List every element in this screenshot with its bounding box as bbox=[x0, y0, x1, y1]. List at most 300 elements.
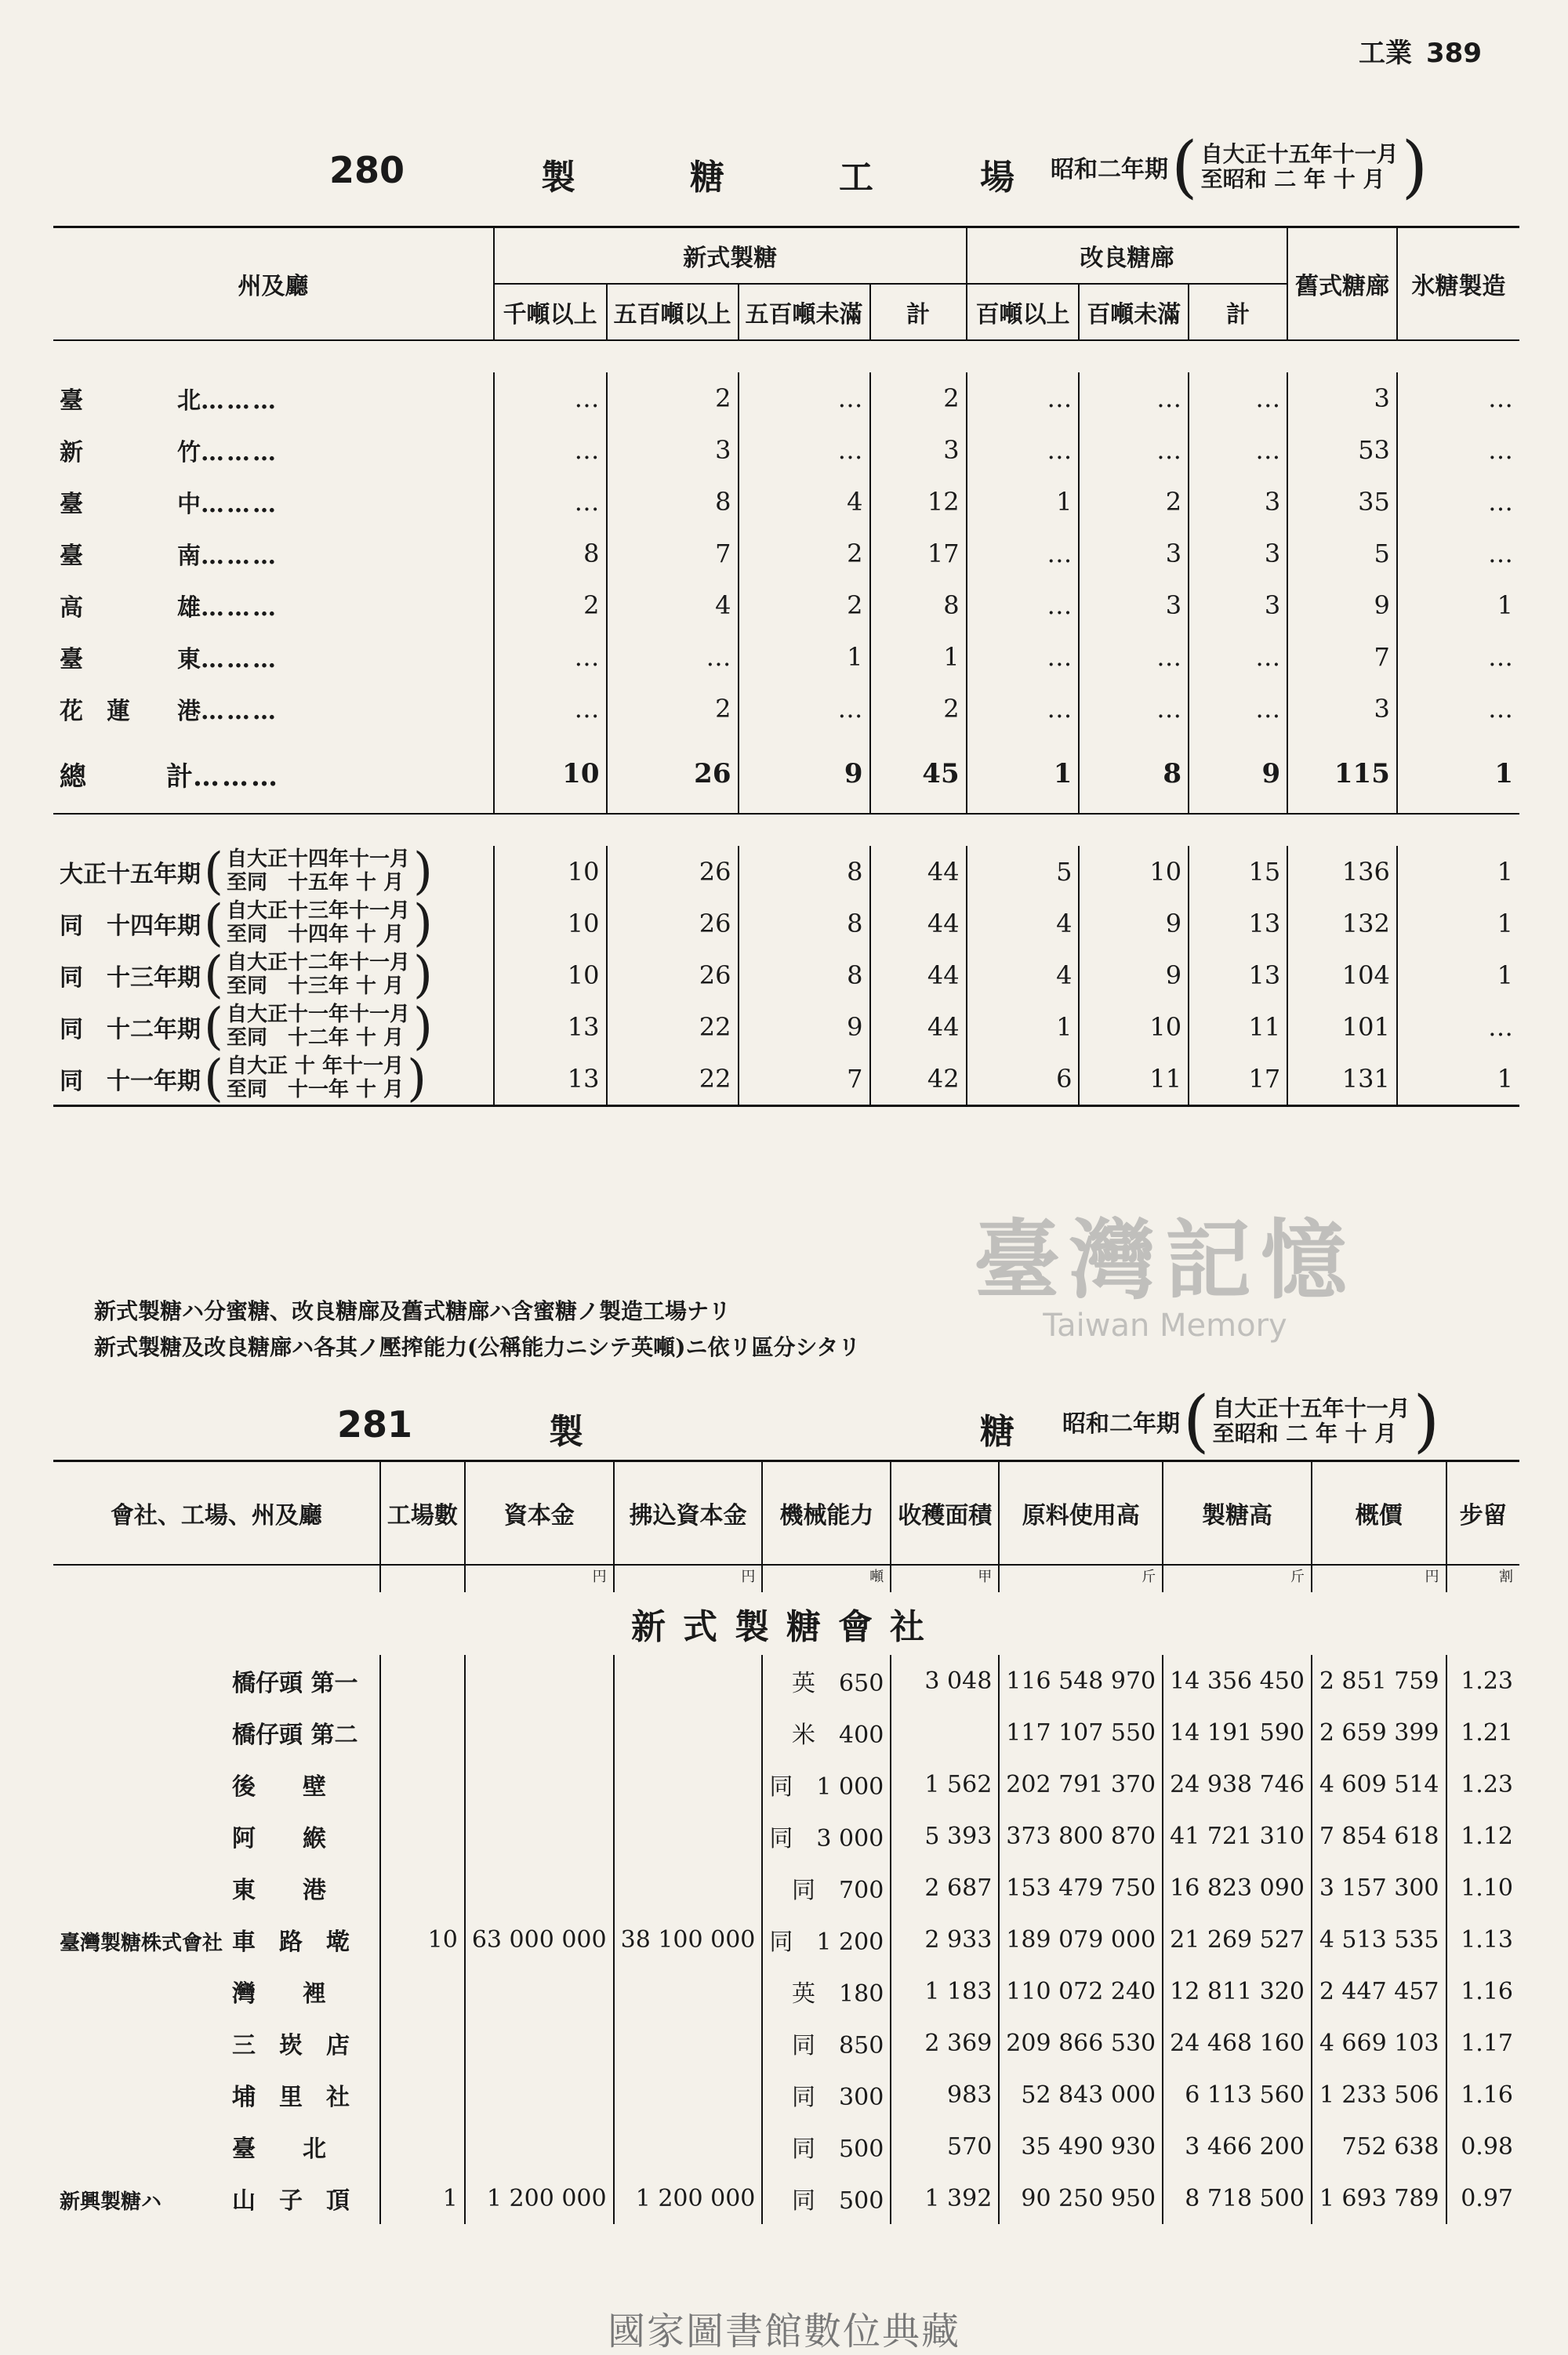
cell-raw: 90 250 950 bbox=[999, 2172, 1163, 2224]
bracket: ) bbox=[412, 946, 433, 1004]
spacer bbox=[53, 340, 1519, 372]
cell-yield: 0.97 bbox=[1446, 2172, 1520, 2224]
period-range bbox=[227, 848, 410, 895]
table-cell: 101 bbox=[1287, 1001, 1397, 1053]
capital bbox=[465, 2069, 614, 2121]
factory-cell bbox=[53, 1810, 380, 1862]
table-cell: … bbox=[494, 372, 607, 424]
row-label bbox=[53, 579, 494, 631]
watermark-cn: 臺灣記憶 bbox=[974, 1210, 1356, 1311]
table-cell: 7 bbox=[1287, 631, 1397, 683]
cell-sugar: 6 113 560 bbox=[1163, 2069, 1312, 2121]
table-row bbox=[53, 476, 1519, 528]
table-281-title bbox=[0, 1380, 1568, 1466]
factory-cell bbox=[53, 1965, 380, 2017]
table-cell: 136 bbox=[1287, 846, 1397, 898]
period-label: 昭和二年期 bbox=[1051, 156, 1168, 183]
period-to: 至同 十一年 十 月 bbox=[226, 1078, 405, 1101]
capital bbox=[465, 1810, 614, 1862]
unit-label: 甲 bbox=[891, 1565, 999, 1592]
table-cell: … bbox=[1189, 372, 1287, 424]
region-name: 臺 南 bbox=[60, 542, 201, 570]
table-cell: … bbox=[967, 579, 1080, 631]
bracket: ( bbox=[204, 843, 223, 901]
table-cell: 9 bbox=[1079, 898, 1189, 949]
paid-capital bbox=[614, 2069, 763, 2121]
table-cell: 4 bbox=[967, 898, 1080, 949]
table-cell: 3 bbox=[870, 424, 967, 476]
col-imp-total: 計 bbox=[1189, 284, 1287, 340]
table-cell: 2 bbox=[739, 579, 870, 631]
cell-cap: 同 1 000 bbox=[762, 1758, 891, 1810]
factory-cell bbox=[53, 1862, 380, 1914]
cell-yield: 1.16 bbox=[1446, 1965, 1520, 2017]
table-cell: 1 bbox=[1397, 1053, 1519, 1106]
cell-raw: 189 079 000 bbox=[999, 1914, 1163, 1965]
table-row bbox=[53, 846, 1519, 898]
table-cell: 44 bbox=[870, 949, 967, 1001]
leader-dots: ……… bbox=[201, 542, 278, 570]
cell-price: 2 851 759 bbox=[1312, 1655, 1446, 1707]
leader-dots: ……… bbox=[201, 491, 278, 518]
table-row bbox=[53, 1758, 1519, 1810]
spacer-row bbox=[53, 814, 1519, 846]
table-cell: … bbox=[1397, 1001, 1519, 1053]
company-name: 臺灣製糖株式會社 bbox=[60, 1932, 223, 1955]
history-period bbox=[60, 946, 436, 1004]
paid-capital bbox=[614, 2017, 763, 2069]
cell-raw: 153 479 750 bbox=[999, 1862, 1163, 1914]
history-period bbox=[60, 998, 436, 1056]
table-cell: 10 bbox=[494, 898, 607, 949]
unit-label: 円 bbox=[1312, 1565, 1446, 1592]
row-label bbox=[53, 631, 494, 683]
cell-raw: 35 490 930 bbox=[999, 2121, 1163, 2172]
section-name: 工業 bbox=[1359, 38, 1413, 69]
table-cell: 1 bbox=[1397, 898, 1519, 949]
table-cell: … bbox=[494, 424, 607, 476]
factory-name: 三 崁 店 bbox=[232, 2032, 350, 2059]
cell-yield: 1.23 bbox=[1446, 1758, 1520, 1810]
table-row bbox=[53, 683, 1519, 735]
cell-area: 1 562 bbox=[891, 1758, 999, 1810]
cell-area: 1 183 bbox=[891, 1965, 999, 2017]
factory-cell bbox=[53, 2172, 380, 2224]
table-cell: 13 bbox=[494, 1053, 607, 1106]
table-cell: 3 bbox=[1287, 683, 1397, 735]
cell-cap: 米 400 bbox=[762, 1707, 891, 1758]
table-cell: … bbox=[1397, 631, 1519, 683]
col-new-total: 計 bbox=[870, 284, 967, 340]
table-cell: 132 bbox=[1287, 898, 1397, 949]
cell-factories: 1 bbox=[380, 2172, 465, 2224]
table-period: 昭和二年期 ( 自大正十五年十一月 至昭和 二 年 十 月 ) bbox=[1062, 1382, 1440, 1461]
group-new-sugar: 新式製糖 bbox=[494, 227, 967, 285]
table-cell: 131 bbox=[1287, 1053, 1397, 1106]
table-cell: 10 bbox=[1079, 1001, 1189, 1053]
table-cell: 8 bbox=[607, 476, 739, 528]
table-cell: 3 bbox=[1189, 528, 1287, 579]
period-to: 至昭和 二 年 十 月 bbox=[1212, 1421, 1397, 1446]
cell-yield: 1.16 bbox=[1446, 2069, 1520, 2121]
table-cell: 8 bbox=[739, 949, 870, 1001]
col-header: 步留 bbox=[1446, 1461, 1520, 1566]
table-cell: 15 bbox=[1189, 846, 1287, 898]
table-cell: 13 bbox=[1189, 949, 1287, 1001]
cell-price: 7 854 618 bbox=[1312, 1810, 1446, 1862]
table-cell: 2 bbox=[870, 683, 967, 735]
table-cell: 1 bbox=[1397, 735, 1519, 814]
period-range bbox=[227, 1003, 410, 1050]
table-cell: 1 bbox=[967, 1001, 1080, 1053]
cell-area: 570 bbox=[891, 2121, 999, 2172]
cell-sugar: 14 356 450 bbox=[1163, 1655, 1312, 1707]
cell-sugar: 24 938 746 bbox=[1163, 1758, 1312, 1810]
cell-cap: 同 700 bbox=[762, 1862, 891, 1914]
table-row bbox=[53, 424, 1519, 476]
cell-sugar: 3 466 200 bbox=[1163, 2121, 1312, 2172]
cell-cap: 同 850 bbox=[762, 2017, 891, 2069]
paid-capital bbox=[614, 1655, 763, 1707]
section-row bbox=[53, 1592, 1519, 1655]
table-cell: 10 bbox=[1079, 846, 1189, 898]
table-cell: 13 bbox=[1189, 898, 1287, 949]
table-period: 昭和二年期 ( 自大正十五年十一月 至昭和 二 年 十 月 ) bbox=[1051, 128, 1428, 206]
capital bbox=[465, 1965, 614, 2017]
region-name: 新 竹 bbox=[60, 439, 201, 466]
factory-count bbox=[380, 2121, 465, 2172]
factory-name: 阿 緱 bbox=[232, 1825, 326, 1852]
table-row bbox=[53, 735, 1519, 814]
unit-label: 円 bbox=[465, 1565, 614, 1592]
factory-count: 10 bbox=[380, 1914, 465, 1965]
period-name: 同 十二年期 bbox=[60, 1016, 201, 1043]
table-row bbox=[53, 1001, 1519, 1053]
table-cell: … bbox=[1079, 683, 1189, 735]
col-header: 原料使用高 bbox=[999, 1461, 1163, 1566]
factory-cell bbox=[53, 1758, 380, 1810]
table-cell: 2 bbox=[870, 372, 967, 424]
section-caption: 新式製糖會社 bbox=[631, 1607, 942, 1647]
table-cell: … bbox=[1079, 631, 1189, 683]
factory-name: 車 路 墘 bbox=[232, 1929, 350, 1956]
factory-cell bbox=[53, 1707, 380, 1758]
spacer-row bbox=[53, 340, 1519, 372]
table-cell: 9 bbox=[739, 1001, 870, 1053]
table-row bbox=[53, 898, 1519, 949]
table-cell: 2 bbox=[739, 528, 870, 579]
units-row bbox=[53, 1565, 1519, 1592]
cell-cap: 同 1 200 bbox=[762, 1914, 891, 1965]
cell-cap: 同 3 000 bbox=[762, 1810, 891, 1862]
capital: 63 000 000 bbox=[465, 1914, 614, 1965]
cell-yield: 1.12 bbox=[1446, 1810, 1520, 1862]
paid-capital bbox=[614, 1965, 763, 2017]
cell-price: 4 513 535 bbox=[1312, 1914, 1446, 1965]
unit-label: 円 bbox=[614, 1565, 763, 1592]
table-row bbox=[53, 1862, 1519, 1914]
paid-capital bbox=[614, 1862, 763, 1914]
cell-area: 1 392 bbox=[891, 2172, 999, 2224]
spacer bbox=[53, 814, 1519, 846]
note-line: 新式製糖及改良糖廍ハ各其ノ壓搾能力(公稱能力ニシテ英噸)ニ依リ區分シタリ bbox=[94, 1334, 861, 1360]
col-new-3: 五百噸未滿 bbox=[739, 284, 870, 340]
table-row bbox=[53, 631, 1519, 683]
table-cell: 3 bbox=[1287, 372, 1397, 424]
cell-price: 3 157 300 bbox=[1312, 1862, 1446, 1914]
table-cell: 7 bbox=[739, 1053, 870, 1106]
bracket: ) bbox=[412, 998, 433, 1056]
table-row bbox=[53, 949, 1519, 1001]
col-header: 收穫面積 bbox=[891, 1461, 999, 1566]
period-name: 大正十五年期 bbox=[60, 861, 201, 888]
period-to: 至同 十五年 十 月 bbox=[226, 871, 405, 894]
cell-price: 1 233 506 bbox=[1312, 2069, 1446, 2121]
page-header bbox=[1345, 31, 1482, 70]
factory-name: 山 子 頂 bbox=[232, 2187, 350, 2215]
cell-yield: 1.21 bbox=[1446, 1707, 1520, 1758]
row-label bbox=[53, 1050, 494, 1108]
table-cell: 10 bbox=[494, 949, 607, 1001]
sugar-factories-table bbox=[53, 226, 1519, 1107]
table-cell: … bbox=[1397, 683, 1519, 735]
table-cell: … bbox=[494, 631, 607, 683]
cell-cap: 同 500 bbox=[762, 2172, 891, 2224]
table-cell: 2 bbox=[607, 683, 739, 735]
cell-sugar: 21 269 527 bbox=[1163, 1914, 1312, 1965]
table-cell: … bbox=[494, 476, 607, 528]
leader-dots: ……… bbox=[201, 439, 278, 466]
bracket: ) bbox=[412, 894, 433, 953]
factory-name: 灣 裡 bbox=[232, 1980, 326, 2008]
table-cell: 3 bbox=[607, 424, 739, 476]
table-cell: 1 bbox=[1397, 579, 1519, 631]
table-cell: … bbox=[739, 683, 870, 735]
sugar-production-table bbox=[53, 1460, 1519, 2224]
col-header: 機械能力 bbox=[762, 1461, 891, 1566]
table-cell: 17 bbox=[870, 528, 967, 579]
factory-name: 後 壁 bbox=[232, 1773, 326, 1801]
row-label bbox=[53, 528, 494, 579]
table-cell: 1 bbox=[870, 631, 967, 683]
table-cell: … bbox=[739, 424, 870, 476]
cell-price: 752 638 bbox=[1312, 2121, 1446, 2172]
table-cell: … bbox=[1397, 372, 1519, 424]
table-cell: … bbox=[1189, 631, 1287, 683]
title-char: 糖 bbox=[980, 1412, 1014, 1452]
factory-cell bbox=[53, 2069, 380, 2121]
table-row bbox=[53, 2017, 1519, 2069]
table-cell: 5 bbox=[1287, 528, 1397, 579]
bracket: ( bbox=[204, 998, 223, 1056]
factory-cell bbox=[53, 2017, 380, 2069]
leader-dots: ……… bbox=[193, 760, 280, 793]
title-char: 場 bbox=[980, 158, 1014, 198]
period-from: 自大正十一年十一月 bbox=[226, 1003, 410, 1027]
footer-text: 國家圖書館數位典藏 bbox=[607, 2310, 960, 2353]
table-cell: 7 bbox=[607, 528, 739, 579]
cell-cap: 同 300 bbox=[762, 2069, 891, 2121]
col-imp-1: 百噸以上 bbox=[967, 284, 1080, 340]
cell-area: 983 bbox=[891, 2069, 999, 2121]
note-line: 新式製糖ハ分蜜糖、改良糖廍及舊式糖廍ハ含蜜糖ノ製造工場ナリ bbox=[94, 1298, 731, 1324]
capital bbox=[465, 1655, 614, 1707]
unit-label: 噸 bbox=[762, 1565, 891, 1592]
table-row bbox=[53, 1965, 1519, 2017]
period-to: 至同 十二年 十 月 bbox=[226, 1026, 405, 1050]
period-from: 自大正十五年十一月 bbox=[1212, 1395, 1410, 1421]
cell-yield: 1.23 bbox=[1446, 1655, 1520, 1707]
leader-dots: ……… bbox=[201, 387, 278, 415]
factory-count bbox=[380, 1655, 465, 1707]
company-name: 新興製糖ハ bbox=[60, 2190, 162, 2214]
row-label bbox=[53, 946, 494, 1004]
cell-raw: 209 866 530 bbox=[999, 2017, 1163, 2069]
history-period bbox=[60, 1050, 430, 1108]
cell-price: 4 669 103 bbox=[1312, 2017, 1446, 2069]
unit-label bbox=[53, 1565, 380, 1592]
cell-sugar: 8 718 500 bbox=[1163, 2172, 1312, 2224]
history-period bbox=[60, 894, 436, 953]
row-label bbox=[53, 424, 494, 476]
table-cell: 5 bbox=[967, 846, 1080, 898]
cell-area: 2 369 bbox=[891, 2017, 999, 2069]
cell-sugar: 14 191 590 bbox=[1163, 1707, 1312, 1758]
table-cell: 9 bbox=[1189, 735, 1287, 814]
cell-cap: 英 650 bbox=[762, 1655, 891, 1707]
period-name: 同 十四年期 bbox=[60, 913, 201, 940]
factory-name: 臺 北 bbox=[232, 2135, 326, 2163]
cell-price: 2 447 457 bbox=[1312, 1965, 1446, 2017]
table-cell: … bbox=[967, 424, 1080, 476]
factory-count bbox=[380, 1810, 465, 1862]
col-header: 概價 bbox=[1312, 1461, 1446, 1566]
table-cell: 26 bbox=[607, 949, 739, 1001]
cell-price: 4 609 514 bbox=[1312, 1758, 1446, 1810]
table-cell: … bbox=[967, 372, 1080, 424]
table-cell: … bbox=[1079, 372, 1189, 424]
table-cell: 4 bbox=[967, 949, 1080, 1001]
region-name: 總 計 bbox=[60, 760, 193, 793]
factory-count bbox=[380, 1862, 465, 1914]
paid-capital bbox=[614, 1758, 763, 1810]
cell-sugar: 16 823 090 bbox=[1163, 1862, 1312, 1914]
paid-capital bbox=[614, 2121, 763, 2172]
table-cell: 35 bbox=[1287, 476, 1397, 528]
table-notes bbox=[94, 1294, 860, 1366]
table-cell: … bbox=[1189, 683, 1287, 735]
col-region: 州及廳 bbox=[53, 227, 494, 341]
col-old: 舊式糖廍 bbox=[1287, 227, 1397, 341]
table-cell: 10 bbox=[494, 846, 607, 898]
unit-label: 斤 bbox=[999, 1565, 1163, 1592]
table-cell: 2 bbox=[607, 372, 739, 424]
row-label bbox=[53, 683, 494, 735]
table-cell: … bbox=[1397, 528, 1519, 579]
period-name: 同 十三年期 bbox=[60, 964, 201, 992]
table-cell: 1 bbox=[1397, 949, 1519, 1001]
period-to: 至昭和 二 年 十 月 bbox=[1200, 166, 1385, 192]
table-cell: … bbox=[494, 683, 607, 735]
cell-yield: 0.98 bbox=[1446, 2121, 1520, 2172]
factory-count bbox=[380, 1758, 465, 1810]
capital bbox=[465, 1862, 614, 1914]
period-name: 同 十一年期 bbox=[60, 1068, 201, 1095]
table-cell: 1 bbox=[739, 631, 870, 683]
period-label: 昭和二年期 bbox=[1062, 1410, 1180, 1438]
table-cell: 1 bbox=[967, 735, 1080, 814]
table-cell: 10 bbox=[494, 735, 607, 814]
table-cell: 44 bbox=[870, 1001, 967, 1053]
cell-area: 3 048 bbox=[891, 1655, 999, 1707]
period-from: 自大正十二年十一月 bbox=[226, 951, 410, 975]
cell-cap: 英 180 bbox=[762, 1965, 891, 2017]
table-row bbox=[53, 1053, 1519, 1106]
table-cell: 26 bbox=[607, 735, 739, 814]
table-cell: 22 bbox=[607, 1001, 739, 1053]
cell-sugar: 12 811 320 bbox=[1163, 1965, 1312, 2017]
table-cell: 6 bbox=[967, 1053, 1080, 1106]
col-imp-2: 百噸未滿 bbox=[1079, 284, 1189, 340]
cell-area bbox=[891, 1707, 999, 1758]
page-number: 389 bbox=[1426, 38, 1482, 69]
table-cell: 12 bbox=[870, 476, 967, 528]
table-cell: 1 bbox=[967, 476, 1080, 528]
title-char: 製 bbox=[549, 1412, 583, 1452]
bracket: ) bbox=[407, 1050, 427, 1108]
history-period bbox=[60, 843, 436, 901]
factory-name: 東 港 bbox=[232, 1877, 326, 1904]
table-cell: … bbox=[607, 631, 739, 683]
period-from: 自大正十三年十一月 bbox=[226, 899, 410, 923]
col-ice: 氷糖製造 bbox=[1397, 227, 1519, 341]
table-cell: 9 bbox=[1287, 579, 1397, 631]
bracket: ( bbox=[204, 1050, 223, 1108]
col-header: 製糖高 bbox=[1163, 1461, 1312, 1566]
period-from: 自大正十四年十一月 bbox=[226, 847, 410, 872]
table-row bbox=[53, 2069, 1519, 2121]
table-row bbox=[53, 1707, 1519, 1758]
table-cell: 13 bbox=[494, 1001, 607, 1053]
row-label bbox=[53, 998, 494, 1056]
region-name: 臺 中 bbox=[60, 491, 201, 518]
factory-cell bbox=[53, 1655, 380, 1707]
factory-count bbox=[380, 2069, 465, 2121]
cell-paid: 1 200 000 bbox=[614, 2172, 763, 2224]
cell-raw: 116 548 970 bbox=[999, 1655, 1163, 1707]
factory-name: 橋仔頭 第二 bbox=[232, 1722, 358, 1749]
factory-count bbox=[380, 1965, 465, 2017]
table-row bbox=[53, 2172, 1519, 2224]
table-cell: 4 bbox=[607, 579, 739, 631]
paid-capital bbox=[614, 1810, 763, 1862]
period-to: 至同 十四年 十 月 bbox=[226, 923, 405, 946]
table-cell: 26 bbox=[607, 898, 739, 949]
row-label bbox=[53, 476, 494, 528]
col-new-2: 五百噸以上 bbox=[607, 284, 739, 340]
region-name: 花 蓮 港 bbox=[60, 698, 201, 725]
cell-raw: 110 072 240 bbox=[999, 1965, 1163, 2017]
table-cell: 8 bbox=[1079, 735, 1189, 814]
cell-capital: 1 200 000 bbox=[465, 2172, 614, 2224]
table-cell: 3 bbox=[1079, 528, 1189, 579]
period-range bbox=[227, 900, 410, 947]
cell-area: 2 933 bbox=[891, 1914, 999, 1965]
table-cell: 26 bbox=[607, 846, 739, 898]
col-header: 工場數 bbox=[380, 1461, 465, 1566]
col-header: 會社、工場、州及廳 bbox=[53, 1461, 380, 1566]
table-cell: … bbox=[1397, 476, 1519, 528]
